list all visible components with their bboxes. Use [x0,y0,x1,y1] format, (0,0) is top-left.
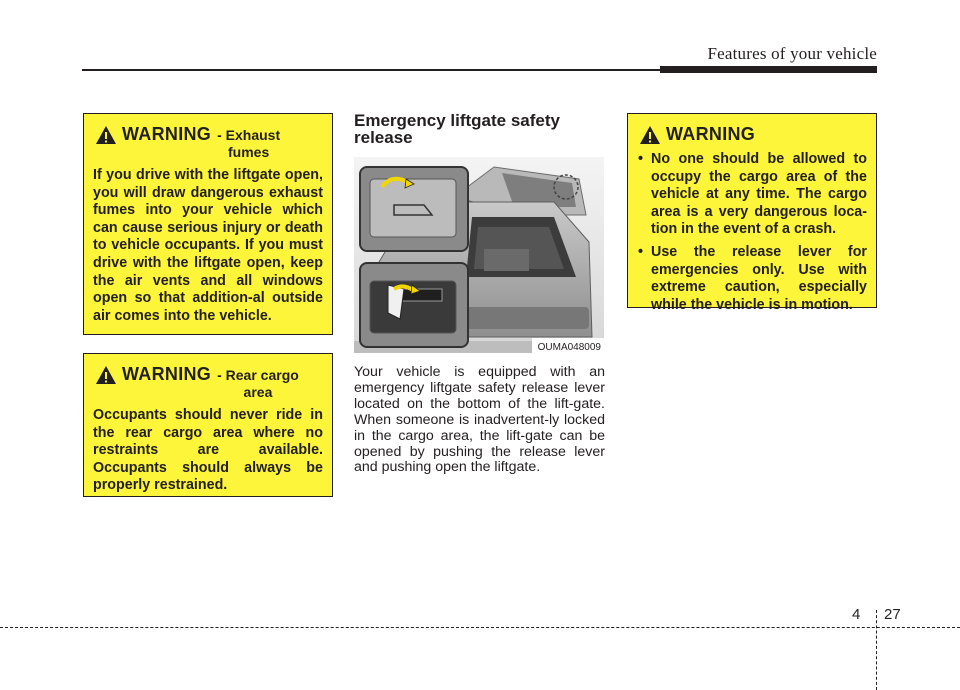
warning-text: Occupants should never ride in the rear cargo area where no restraints are available. Occupants should always be properly restrained. [93,407,323,494]
section-body-text: Your vehicle is equipped with an emergency liftgate safety release lever located on the bottom of the lift-gate. When someone is inadvertent-ly locked in the cargo area, the lift-gate can be opened by pushing the release lever and pushing open the liftgate. [354,364,605,476]
figure-code: OUMA048009 [537,342,601,353]
warning-box-cargo-occupancy [627,113,877,313]
warning-label: WARNING [666,124,756,144]
warning-header [93,124,323,161]
warning-list-item: • Use the release lever for emergencies only. Use with extreme caution, especially while the vehicle is in motion. [637,244,867,314]
warning-header [93,364,323,401]
warning-list-item: • No one should be allowed to occupy the cargo area of the vehicle at any time. The cargo area is a very dangerous loca-tion in the event of a crash. [637,151,867,239]
warning-triangle-icon [639,125,661,145]
header-rule-accent [660,66,877,73]
page-header-title: Features of your vehicle [707,44,877,63]
chapter-number: 4 [852,606,861,623]
warning-box-exhaust-fumes [83,113,333,335]
warning-subtitle: - Exhaust fumes [217,127,281,160]
page-number: 27 [884,606,901,623]
warning-list [637,151,867,314]
section-title: Emergency liftgate safety release [354,111,560,147]
warning-triangle-icon [95,365,117,385]
liftgate-release-figure [354,157,604,353]
footer-divider [876,610,877,690]
warning-header [637,124,867,145]
liftgate-illustration [354,157,604,353]
warning-text: If you drive with the liftgate open, you will draw dangerous exhaust fumes into your vehicle which can cause serious injury or death to vehicle occupants. If you must drive with the liftgate open, keep the air vents and all windows open so that addition-al outside air comes into the vehicle. [93,167,323,324]
warning-triangle-icon [95,125,117,145]
footer-rule [0,627,960,628]
warning-label: WARNING [122,364,212,384]
warning-box-rear-cargo [83,353,333,497]
warning-subtitle: - Rear cargo area [217,367,299,400]
warning-label: WARNING [122,124,212,144]
